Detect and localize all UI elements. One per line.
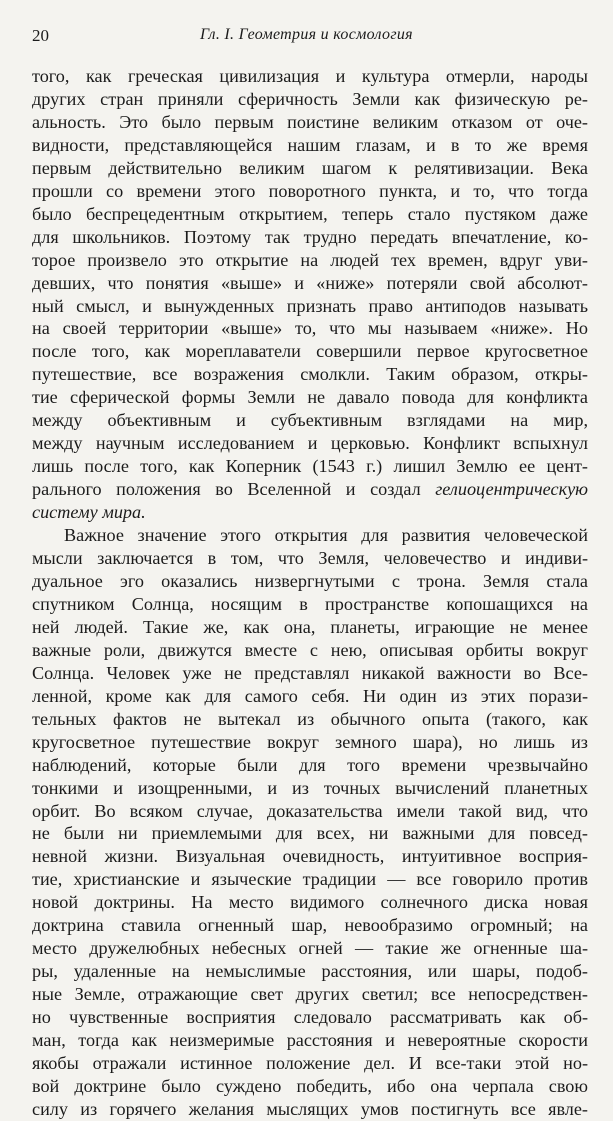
text-line: на своей территории «выше» то, что мы называем «ниже». Но <box>32 318 588 339</box>
text-line: не были ни приемлемыми для всех, ни важными для повсед- <box>32 823 588 844</box>
text-line: тие сферической формы Земли не давало повода для конфликта <box>32 387 588 408</box>
text-line: Солнца. Человек уже не представлял никакой важности во Все- <box>32 662 588 683</box>
text-line: ман, тогда как неизмеримые расстояния и невероятные скорости <box>32 1030 588 1051</box>
text-line: наблюдений, которые были для того времени чрезвычайно <box>32 754 588 775</box>
emphasis-text: гелиоцентрическую <box>435 479 588 500</box>
text-line: ный смысл, и вынужденных признать право антиподов называть <box>32 295 588 316</box>
text-line: тонкими и изощренными, и из точных вычислений планетных <box>32 777 588 798</box>
text-line: ней людей. Такие же, как она, планеты, играющие не менее <box>32 616 588 637</box>
text-line: видности, представляющейся нашим глазам, и в то же время <box>32 134 588 155</box>
text-line: дуальное эго оказались низвергнутыми с трона. Земля стала <box>32 570 588 591</box>
text-line: других стран приняли сферичность Земли как физическую ре- <box>32 88 588 109</box>
text-line: того, как греческая цивилизация и культура отмерли, народы <box>32 66 588 86</box>
text-line: новой доктрины. На место видимого солнечного диска новая <box>32 892 588 913</box>
text-line: между объективным и субъективным взглядами на мир, <box>32 410 588 431</box>
text-line: тие, христианские и языческие традиции — все говорило против <box>32 869 588 890</box>
page-header <box>32 26 588 48</box>
running-head: Гл. I. Геометрия и космология <box>200 26 413 43</box>
text-line: кругосветное путешествие вокруг земного шара), но лишь из <box>32 731 588 752</box>
text-line-plain: рального положения во Вселенной и создал <box>32 479 421 500</box>
text-line: Важное значение этого открытия для развития человеческой <box>64 525 588 546</box>
text-line: невной жизни. Визуальная очевидность, интуитивное восприя- <box>32 846 588 867</box>
text-line: вой доктрине было суждено победить, ибо она черпала свою <box>32 1075 588 1096</box>
text-line: доктрина ставила огненный шар, невообразимо огромный; на <box>32 915 588 936</box>
text-line: спутником Солнца, носящим в пространстве копошащихся на <box>32 593 588 614</box>
text-line: прошли со времени этого поворотного пункта, и то, что тогда <box>32 180 588 201</box>
text-line: между научным исследованием и церковью. Конфликт вспыхнул <box>32 433 588 454</box>
text-line: торое произвело это открытие на людей тех времен, вдруг уви- <box>32 249 588 270</box>
text-line: ленной, кроме как для самого себя. Ни один из этих порази- <box>32 685 588 706</box>
paragraph-2 <box>32 524 588 1121</box>
page-number: 20 <box>32 26 49 45</box>
text-line: орбит. Во всяком случае, доказательства имели такой вид, что <box>32 800 588 821</box>
text-line: девших, что понятия «выше» и «ниже» потеряли свой абсолют- <box>32 272 588 293</box>
text-line: место дружелюбных небесных огней — такие же огненные ша- <box>32 938 588 959</box>
text-line: силу из горячего желания мыслящих умов постигнуть все явле- <box>32 1098 588 1119</box>
text-line: ры, удаленные на немыслимые расстояния, или шары, подоб- <box>32 961 588 982</box>
body-text <box>32 65 588 1121</box>
text-line: первым действительно великим шагом к релятивизации. Века <box>32 157 588 178</box>
text-line: важные роли, движутся вместе с нею, описывая орбиты вокруг <box>32 639 588 660</box>
text-line: альность. Это было первым поистине великим отказом от оче- <box>32 111 588 132</box>
text-line: лишь после того, как Коперник (1543 г.) лишил Землю ее цент- <box>32 456 588 477</box>
paragraph-1 <box>32 65 588 524</box>
text-line: якобы отражали истинное положение дел. И все-таки этой но- <box>32 1052 588 1073</box>
text-line: но чувственные восприятия следовало рассматривать как об- <box>32 1007 588 1028</box>
text-line: ные Земле, отражающие свет других светил; все непосредствен- <box>32 984 588 1005</box>
text-line: для школьников. Поэтому так трудно передать впечатление, ко- <box>32 226 588 247</box>
text-line: путешествие, все возражения смолкли. Таким образом, откры- <box>32 364 588 385</box>
text-line: было беспрецедентным открытием, теперь стало пустяком даже <box>32 203 588 224</box>
text-line: мысли заключается в том, что Земля, человечество и индиви- <box>32 548 588 569</box>
text-line <box>32 478 588 501</box>
emphasis-line: систему мира. <box>32 502 146 523</box>
text-line: тельных фактов не вытекал из обычного опыта (такого, как <box>32 708 588 729</box>
text-line: после того, как мореплаватели совершили первое кругосветное <box>32 341 588 362</box>
